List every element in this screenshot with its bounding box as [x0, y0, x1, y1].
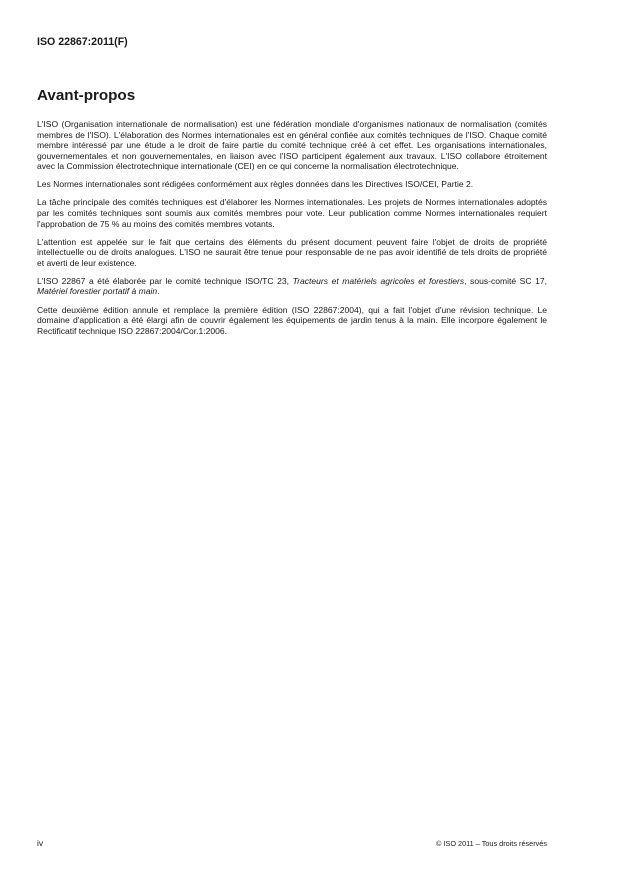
page-number: iv: [37, 838, 44, 848]
paragraph: Cette deuxième édition annule et remplace la première édition (ISO 22867:2004), qui a fait l'objet d'une révision technique. Le domaine d'application a été élargi afin de couvrir également les équipements de jardin tenus à la main. Elle incorpore également le Rectificatif technique ISO 22867:2004/Cor.1:2006.: [37, 304, 547, 336]
paragraph: La tâche principale des comités techniques est d'élaborer les Normes internationales. Les projets de Normes internationales adoptés par les comités techniques sont soumis aux comités membres pour vote. Leur publication comme Normes internationales requiert l'approbation de 75 % au moins des comités membres votants.: [37, 197, 547, 229]
copyright-notice: © ISO 2011 – Tous droits réservés: [436, 839, 547, 848]
paragraph: Les Normes internationales sont rédigées conformément aux règles données dans les Directives ISO/CEI, Partie 2.: [37, 179, 474, 190]
paragraph-text: , sous-comité SC 17,: [464, 275, 547, 286]
document-id: ISO 22867:2011(F): [37, 36, 128, 48]
paragraph: L'attention est appelée sur le fait que certains des éléments du présent document peuvent faire l'objet de droits de propriété intellectuelle ou de droits analogues. L'ISO ne saurait être tenue pour responsable de ne pas avoir identifié de tels droits de propriété et averti de leur existence.: [37, 236, 547, 268]
committee-title: Tracteurs et matériels agricoles et forestiers: [292, 275, 465, 286]
paragraph-text: .: [157, 286, 160, 297]
section-title: Avant-propos: [37, 87, 136, 104]
section-body: [37, 119, 547, 344]
subcommittee-title: Matériel forestier portatif à main: [37, 286, 158, 297]
paragraph-text: L'ISO 22867 a été élaborée par le comité technique ISO/TC 23,: [37, 275, 293, 286]
paragraph: [37, 276, 547, 297]
paragraph: L'ISO (Organisation internationale de normalisation) est une fédération mondiale d'organismes nationaux de normalisation (comités membres de l'ISO). L'élaboration des Normes internationales est en général confiée aux comités techniques de l'ISO. Chaque comité membre intéressé par une étude a le droit de faire partie du comité technique créé à cet effet. Les organisations internationales, gouvernementales et non gouvernementales, en liaison avec l'ISO participent également aux travaux. L'ISO collabore étroitement avec la Commission électrotechnique internationale (CEI) en ce qui concerne la normalisation électrotechnique.: [37, 119, 547, 172]
